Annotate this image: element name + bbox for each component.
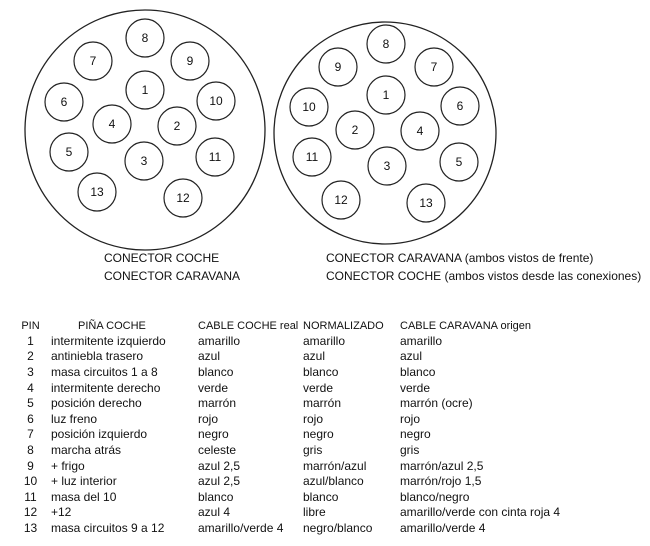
column-header-pina-coche: PIÑA COCHE bbox=[78, 319, 146, 332]
cable-caravana-origen-cell: marrón (ocre) bbox=[400, 396, 473, 411]
table-row bbox=[18, 489, 560, 505]
pin-cell: 7 bbox=[27, 427, 34, 442]
pin bbox=[126, 19, 164, 57]
pina-coche-cell: luz freno bbox=[51, 411, 98, 426]
cable-coche-real-cell: azul bbox=[198, 349, 221, 364]
pina-coche-cell: + frigo bbox=[51, 458, 85, 473]
cable-coche-real-cell: azul 2,5 bbox=[198, 474, 241, 489]
table-row bbox=[18, 349, 560, 365]
pin-number: 11 bbox=[208, 150, 222, 164]
normalizado-cell: negro bbox=[303, 427, 334, 442]
pina-coche-cell: antiniebla trasero bbox=[51, 349, 144, 364]
pin bbox=[171, 42, 209, 80]
normalizado-cell: azul/blanco bbox=[303, 474, 364, 489]
normalizado-cell: blanco bbox=[303, 489, 339, 504]
table-row bbox=[18, 458, 560, 474]
pin bbox=[74, 42, 112, 80]
cable-caravana-origen-cell: azul bbox=[400, 349, 423, 364]
pin-number: 10 bbox=[302, 100, 316, 114]
pin bbox=[164, 179, 202, 217]
cable-caravana-origen-cell: blanco bbox=[400, 364, 436, 379]
normalizado-cell: blanco bbox=[303, 364, 339, 379]
pin-number: 4 bbox=[108, 117, 116, 131]
pina-coche-cell: masa del 10 bbox=[51, 489, 117, 504]
pina-coche-cell: masa circuitos 1 a 8 bbox=[51, 364, 158, 379]
table-row bbox=[18, 333, 560, 349]
caravan-connector bbox=[274, 22, 496, 244]
cable-coche-real-cell: marrón bbox=[198, 396, 237, 411]
cable-caravana-origen-cell: marrón/rojo 1,5 bbox=[400, 474, 482, 489]
cable-coche-real-cell: azul 2,5 bbox=[198, 458, 241, 473]
pina-coche-cell: posición derecho bbox=[51, 396, 142, 411]
column-header-pin: PIN bbox=[21, 319, 40, 332]
pina-coche-cell: intermitente derecho bbox=[51, 380, 161, 395]
pin bbox=[125, 142, 163, 180]
pin-cell: 12 bbox=[23, 505, 38, 520]
pina-coche-cell: +12 bbox=[51, 505, 72, 520]
cable-coche-real-cell: celeste bbox=[198, 442, 237, 457]
caption-line: CONECTOR CARAVANA bbox=[104, 269, 241, 283]
pin bbox=[319, 48, 357, 86]
pin bbox=[440, 143, 478, 181]
pin-cell: 1 bbox=[27, 333, 34, 348]
cable-caravana-origen-cell: amarillo/verde 4 bbox=[400, 520, 486, 535]
pin-number: 8 bbox=[141, 31, 149, 45]
normalizado-cell: marrón/azul bbox=[303, 458, 367, 473]
pin bbox=[368, 147, 406, 185]
pin bbox=[441, 87, 479, 125]
pin-cell: 11 bbox=[24, 489, 37, 504]
table-row bbox=[18, 427, 560, 443]
normalizado-cell: gris bbox=[303, 442, 323, 457]
cable-coche-real-cell: amarillo bbox=[198, 333, 241, 348]
normalizado-cell: azul bbox=[303, 349, 326, 364]
pinout-table bbox=[18, 318, 560, 536]
pin-number: 10 bbox=[209, 94, 223, 108]
pin bbox=[196, 138, 234, 176]
pin bbox=[197, 82, 235, 120]
pin-cell: 5 bbox=[27, 396, 34, 411]
cable-coche-real-cell: blanco bbox=[198, 489, 234, 504]
normalizado-cell: negro/blanco bbox=[303, 520, 373, 535]
cable-coche-real-cell: rojo bbox=[198, 411, 219, 426]
normalizado-cell: verde bbox=[303, 380, 334, 395]
pin bbox=[415, 48, 453, 86]
table-row bbox=[18, 395, 560, 411]
pin-number: 1 bbox=[382, 88, 390, 102]
pin-number: 2 bbox=[351, 123, 359, 137]
caption-line: CONECTOR CARAVANA (ambos vistos de frente) bbox=[326, 251, 594, 265]
pin bbox=[78, 173, 116, 211]
cable-caravana-origen-cell: negro bbox=[400, 427, 431, 442]
pin-cell: 8 bbox=[27, 442, 34, 457]
pina-coche-cell: + luz interior bbox=[51, 474, 117, 489]
pin-number: 6 bbox=[456, 99, 464, 113]
left-connector-caption bbox=[104, 249, 240, 285]
pin bbox=[407, 184, 445, 222]
pin-number: 7 bbox=[89, 54, 97, 68]
cable-caravana-origen-cell: verde bbox=[400, 380, 431, 395]
pin-number: 7 bbox=[430, 60, 438, 74]
connector-outline bbox=[25, 10, 265, 250]
cable-caravana-origen-cell: rojo bbox=[400, 411, 421, 426]
cable-caravana-origen-cell: marrón/azul 2,5 bbox=[400, 458, 484, 473]
pin-cell: 2 bbox=[27, 349, 34, 364]
cable-coche-real-cell: amarillo/verde 4 bbox=[198, 520, 284, 535]
pina-coche-cell: masa circuitos 9 a 12 bbox=[51, 520, 165, 535]
table-row bbox=[18, 411, 560, 427]
pin bbox=[367, 76, 405, 114]
table-row bbox=[18, 380, 560, 396]
column-header-cable-caravana-origen: CABLE CARAVANA origen bbox=[400, 319, 532, 332]
pin-number: 13 bbox=[90, 185, 104, 199]
pin bbox=[45, 83, 83, 121]
pin bbox=[336, 111, 374, 149]
pin-number: 6 bbox=[60, 95, 68, 109]
pin bbox=[126, 71, 164, 109]
pina-coche-cell: marcha atrás bbox=[51, 442, 122, 457]
normalizado-cell: libre bbox=[303, 505, 326, 520]
pin-number: 8 bbox=[382, 37, 390, 51]
right-connector-caption bbox=[326, 249, 641, 285]
column-header-normalizado: NORMALIZADO bbox=[303, 319, 384, 332]
normalizado-cell: marrón bbox=[303, 396, 342, 411]
column-header-cable-coche-real: CABLE COCHE real bbox=[198, 319, 299, 332]
car-connector bbox=[25, 10, 265, 250]
pin bbox=[367, 25, 405, 63]
cable-caravana-origen-cell: amarillo/verde con cinta roja 4 bbox=[400, 505, 561, 520]
pin-number: 9 bbox=[186, 54, 194, 68]
pin-number: 3 bbox=[140, 154, 148, 168]
pina-coche-cell: posición izquierdo bbox=[51, 427, 148, 442]
pin bbox=[158, 107, 196, 145]
pin bbox=[50, 133, 88, 171]
cable-caravana-origen-cell: amarillo bbox=[400, 333, 443, 348]
cable-caravana-origen-cell: gris bbox=[400, 442, 420, 457]
caption-line: CONECTOR COCHE bbox=[104, 251, 220, 265]
pin-number: 2 bbox=[173, 119, 181, 133]
pin-number: 12 bbox=[176, 191, 190, 205]
caption-line: CONECTOR COCHE (ambos vistos desde las conexiones) bbox=[326, 269, 642, 283]
pin bbox=[322, 181, 360, 219]
pin-cell: 3 bbox=[27, 364, 34, 379]
pin-cell: 13 bbox=[23, 520, 38, 535]
connector-outline bbox=[274, 22, 496, 244]
pin-number: 11 bbox=[305, 150, 319, 164]
table-row bbox=[18, 473, 560, 489]
pin bbox=[93, 105, 131, 143]
pin bbox=[293, 138, 331, 176]
pin bbox=[290, 88, 328, 126]
table-row bbox=[18, 520, 560, 536]
pin-number: 12 bbox=[334, 193, 348, 207]
table-header-row bbox=[18, 318, 560, 333]
pin-number: 9 bbox=[334, 60, 342, 74]
pina-coche-cell: intermitente izquierdo bbox=[51, 333, 166, 348]
table-row bbox=[18, 505, 560, 521]
table-row bbox=[18, 442, 560, 458]
pin-number: 13 bbox=[419, 196, 433, 210]
normalizado-cell: amarillo bbox=[303, 333, 346, 348]
cable-caravana-origen-cell: blanco/negro bbox=[400, 489, 470, 504]
cable-coche-real-cell: azul 4 bbox=[198, 505, 231, 520]
pin-cell: 10 bbox=[23, 474, 38, 489]
pin-number: 1 bbox=[141, 83, 149, 97]
pin-number: 4 bbox=[416, 124, 424, 138]
pin-number: 3 bbox=[383, 159, 391, 173]
normalizado-cell: rojo bbox=[303, 411, 324, 426]
pin-cell: 9 bbox=[27, 458, 34, 473]
pin-cell: 6 bbox=[27, 411, 34, 426]
table-row bbox=[18, 364, 560, 380]
cable-coche-real-cell: blanco bbox=[198, 364, 234, 379]
pin bbox=[401, 112, 439, 150]
cable-coche-real-cell: verde bbox=[198, 380, 229, 395]
pin-number: 5 bbox=[455, 155, 463, 169]
cable-coche-real-cell: negro bbox=[198, 427, 229, 442]
pin-cell: 4 bbox=[27, 380, 34, 395]
pin-number: 5 bbox=[65, 145, 73, 159]
